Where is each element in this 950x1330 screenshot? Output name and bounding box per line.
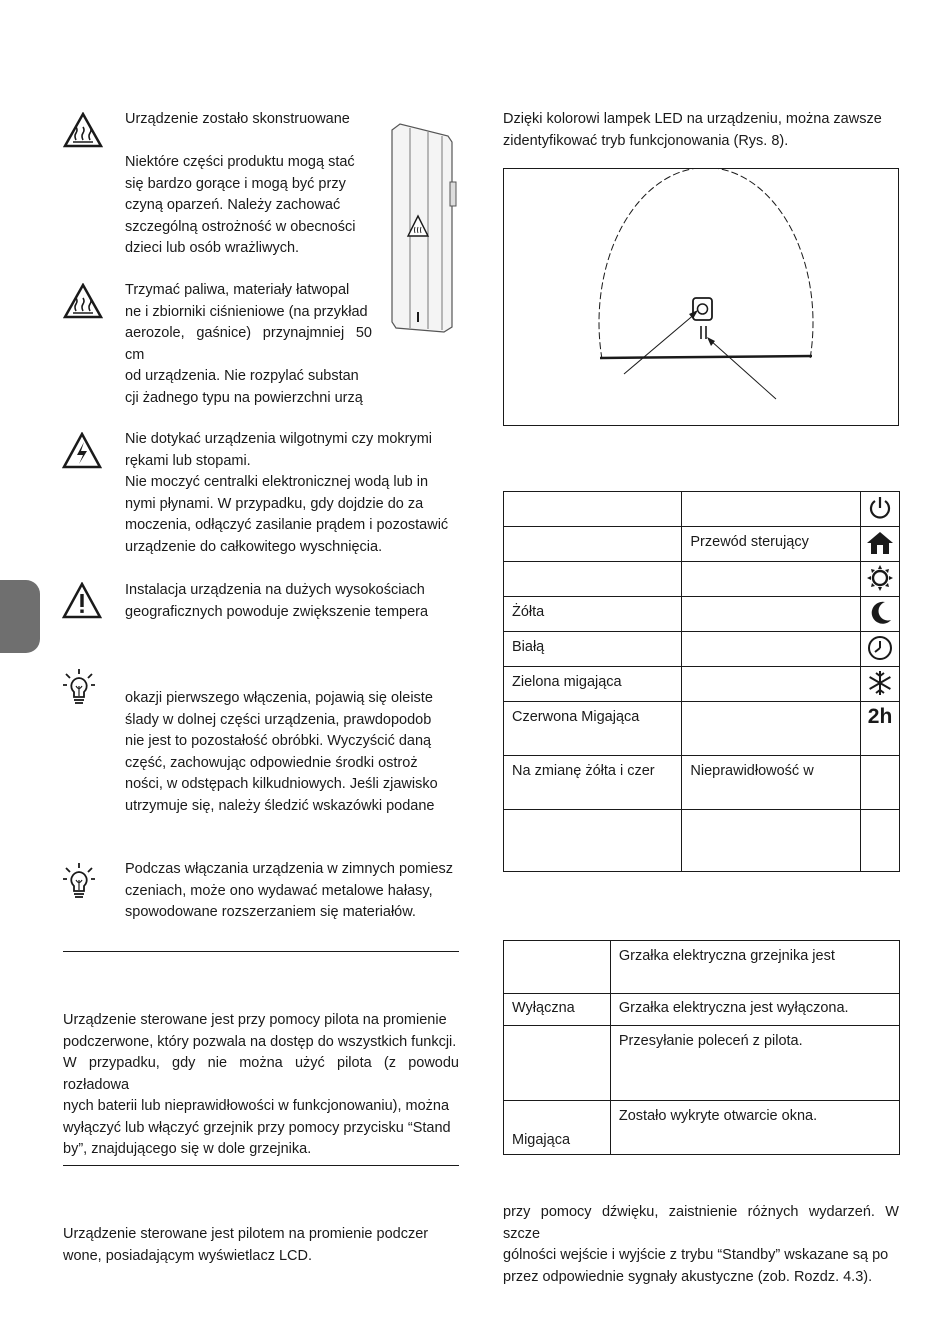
table-cell: Przewód sterujący (682, 527, 861, 562)
snowflake-icon (861, 667, 900, 702)
lightbulb-tip-icon (62, 668, 96, 708)
hot-surface-warning-icon (63, 112, 103, 148)
table-cell: Grzałka elektryczna jest wyłączona. (610, 994, 899, 1026)
section-divider (63, 1165, 459, 1166)
chapter-tab (0, 580, 40, 653)
table-cell (504, 1026, 611, 1101)
lcd-remote-text: Urządzenie sterowane jest pilotem na promienie podczer wone, posiadającym wyświetlacz LCD. (63, 1226, 429, 1264)
clock-icon (861, 632, 900, 667)
table-cell: Białą (504, 632, 682, 667)
altitude-text: Instalacja urządzenia na dużych wysokościach geograficznych powoduje zwiększenie tempera (125, 582, 429, 620)
table-cell: Nieprawidłowość w (682, 756, 861, 810)
table-cell: Na zmianę żółta i czer (504, 756, 682, 810)
table-cell: Zostało wykryte otwarcie okna. (610, 1101, 899, 1155)
table-cell (682, 810, 861, 872)
oily-traces-text: okazji pierwszego włączenia, pojawią się oleiste ślady w dolnej części urządzenia, prawdopodob nie jest to pozostałość obróbki. Wyczyścić daną część, zachowując odpowiednie środki ostroż ności, w odstępach kilkudniowych. Jeśli zjawisko utrzymuje się, należy śledzić wskazówki podane (125, 690, 438, 814)
table-cell (682, 597, 861, 632)
remote-control-text: Urządzenie sterowane jest przy pomocy pilota na promienie podczerwone, który pozwala na dostęp do wszystkich funkcji. W przypadku, gdy nie można użyć pilota (z powodu rozładowa nych baterii lub nieprawidłowości w funkcjonowaniu), można wyłączyć lub włączyć grzejnik przy pomocy przycisku “Stand by”, znajdującego się w dole grzejnika. (63, 1012, 459, 1157)
table-cell (504, 527, 682, 562)
table-cell (861, 810, 900, 872)
status-table (503, 940, 900, 1155)
power-icon (861, 492, 900, 527)
led-intro-text: Dzięki kolorowi lampek LED na urządzeniu, można zawsze zidentyfikować tryb funkcjonowania (Rys. 8). (503, 111, 882, 149)
wet-hands-text: Nie dotykać urządzenia wilgotnymi czy mokrymi rękami lub stopami. Nie moczyć centralki elektronicznej wodą lub in nymi płynami. W przypadku, gdy dojdzie do za moczenia, odłączyć zasilanie prądem i pozostawić urządzenie do całkowitego wyschnięcia. (125, 431, 449, 555)
table-cell: Żółta (504, 597, 682, 632)
table-cell: Wyłączna (504, 994, 611, 1026)
table-cell: Zielona migająca (504, 667, 682, 702)
table-cell (682, 562, 861, 597)
table-cell (682, 667, 861, 702)
table-cell (682, 492, 861, 527)
table-cell (682, 632, 861, 667)
cold-rooms-text: Podczas włączania urządzenia w zimnych pomiesz czeniach, może ono wydawać metalowe hałasy, spowodowane rozszerzaniem się materiałów. (125, 861, 454, 920)
radiator-illustration (390, 122, 460, 334)
table-cell (682, 702, 861, 756)
hot-surface-text: Urządzenie zostało skonstruowane Niektóre części produktu mogą stać się bardzo gorące i mogą być przy czyną oparzeń. Należy zachować szczególną ostrożność w obecności dzieci lub osób wrażliwych. (125, 111, 356, 256)
acoustic-signals-text: przy pomocy dźwięku, zaistnienie różnych wydarzeń. W szcze gólności wejście i wyjście z trybu “Standby” wskazane są po przez odpowiednie sygnały akustyczne (zob. Rozdz. 4.3). (503, 1204, 899, 1285)
section-divider (63, 951, 459, 952)
lightbulb-tip-icon (62, 862, 96, 902)
flammables-text: Trzymać paliwa, materiały łatwopal ne i zbiorniki ciśnieniowe (na przykład aerozole, gaśnice) przynajmniej 50 cm od urządzenia. Nie rozpylać substan cji żadnego typu na powierzchni urzą (125, 282, 372, 406)
table-cell: Grzałka elektryczna grzejnika jest (610, 941, 899, 994)
hot-surface-warning-icon (63, 283, 103, 319)
table-cell (504, 941, 611, 994)
table-cell (861, 756, 900, 810)
figure-led-panel (503, 168, 899, 426)
two-hours-icon: 2h (861, 702, 900, 756)
led-panel-drawing (504, 169, 898, 425)
table-cell: Czerwona Migająca (504, 702, 682, 756)
sun-icon (861, 562, 900, 597)
table-cell: Przesyłanie poleceń z pilota. (610, 1026, 899, 1101)
house-icon (861, 527, 900, 562)
led-color-table (503, 491, 900, 872)
table-cell: Migająca (504, 1101, 611, 1155)
table-cell (504, 492, 682, 527)
moon-icon (861, 597, 900, 632)
table-cell (504, 562, 682, 597)
general-warning-icon (62, 582, 102, 620)
table-cell (504, 810, 682, 872)
electric-shock-warning-icon (62, 432, 102, 470)
